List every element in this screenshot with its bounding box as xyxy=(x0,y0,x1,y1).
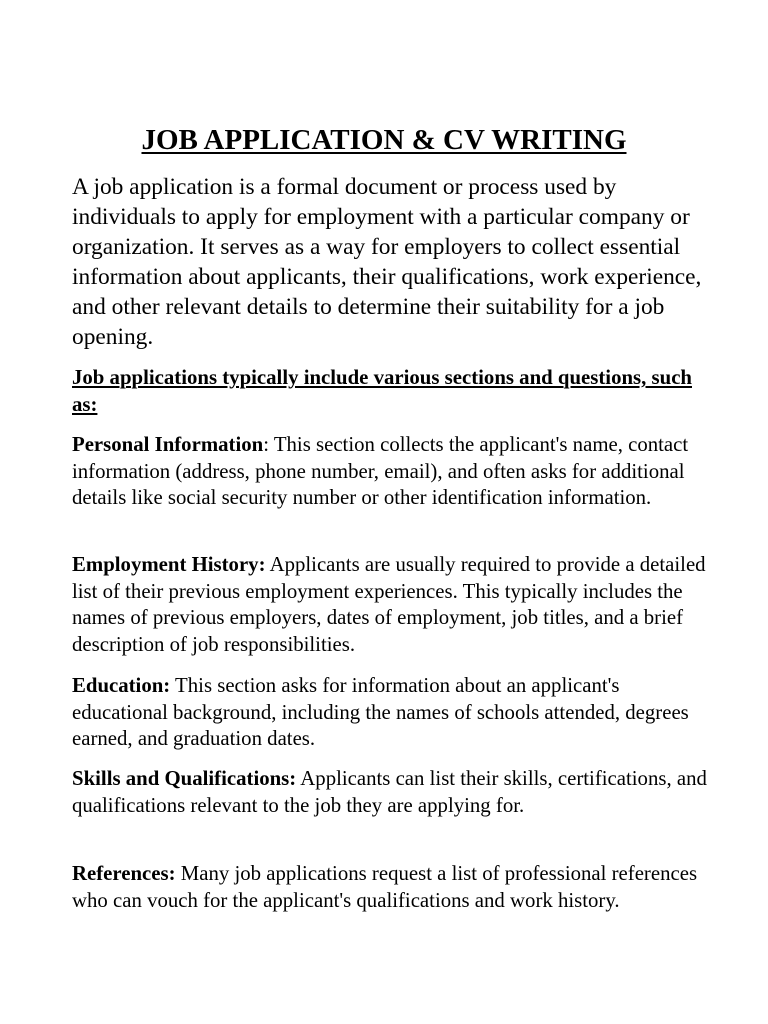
intro-paragraph: A job application is a formal document or process used by individuals to apply for employment with a particular company or organization. It serves as a way for employers to collect essential information about applicants, their qualifications, work experience, and other relevant details to determine their suitability for a job opening. xyxy=(72,174,702,350)
section-text: Many job applications request a list of professional references who can vouch for the applicant's qualifications and work history. xyxy=(72,862,698,912)
section-education xyxy=(72,673,712,753)
section-label: Employment History: xyxy=(72,553,266,576)
section-employment-history xyxy=(72,552,712,658)
section-label: Personal Information xyxy=(72,433,264,456)
section-text: Applicants can list their skills, certifications, and qualifications relevant to the job they are applying for. xyxy=(72,767,707,817)
section-text: Applicants are usually required to provide a detailed list of their previous employment experiences. This typically includes the names of previous employers, dates of employment, job titles, and a brief description of job responsibilities. xyxy=(72,553,706,656)
section-references xyxy=(72,861,712,914)
section-text: This section asks for information about an applicant's educational background, including the names of schools attended, degrees earned, and graduation dates. xyxy=(72,674,689,751)
sections-subheading: Job applications typically include various sections and questions, such as: xyxy=(72,366,692,416)
section-text: : This section collects the applicant's name, contact information (address, phone number, email), and often asks for additional details like social security number or other identification information. xyxy=(72,433,689,510)
section-label: References: xyxy=(72,862,176,885)
section-personal-information xyxy=(72,432,712,512)
document-title: JOB APPLICATION & CV WRITING xyxy=(141,124,627,156)
section-label: Skills and Qualifications: xyxy=(72,767,297,790)
section-label: Education: xyxy=(72,674,171,697)
section-skills-and-qualifications xyxy=(72,766,712,819)
